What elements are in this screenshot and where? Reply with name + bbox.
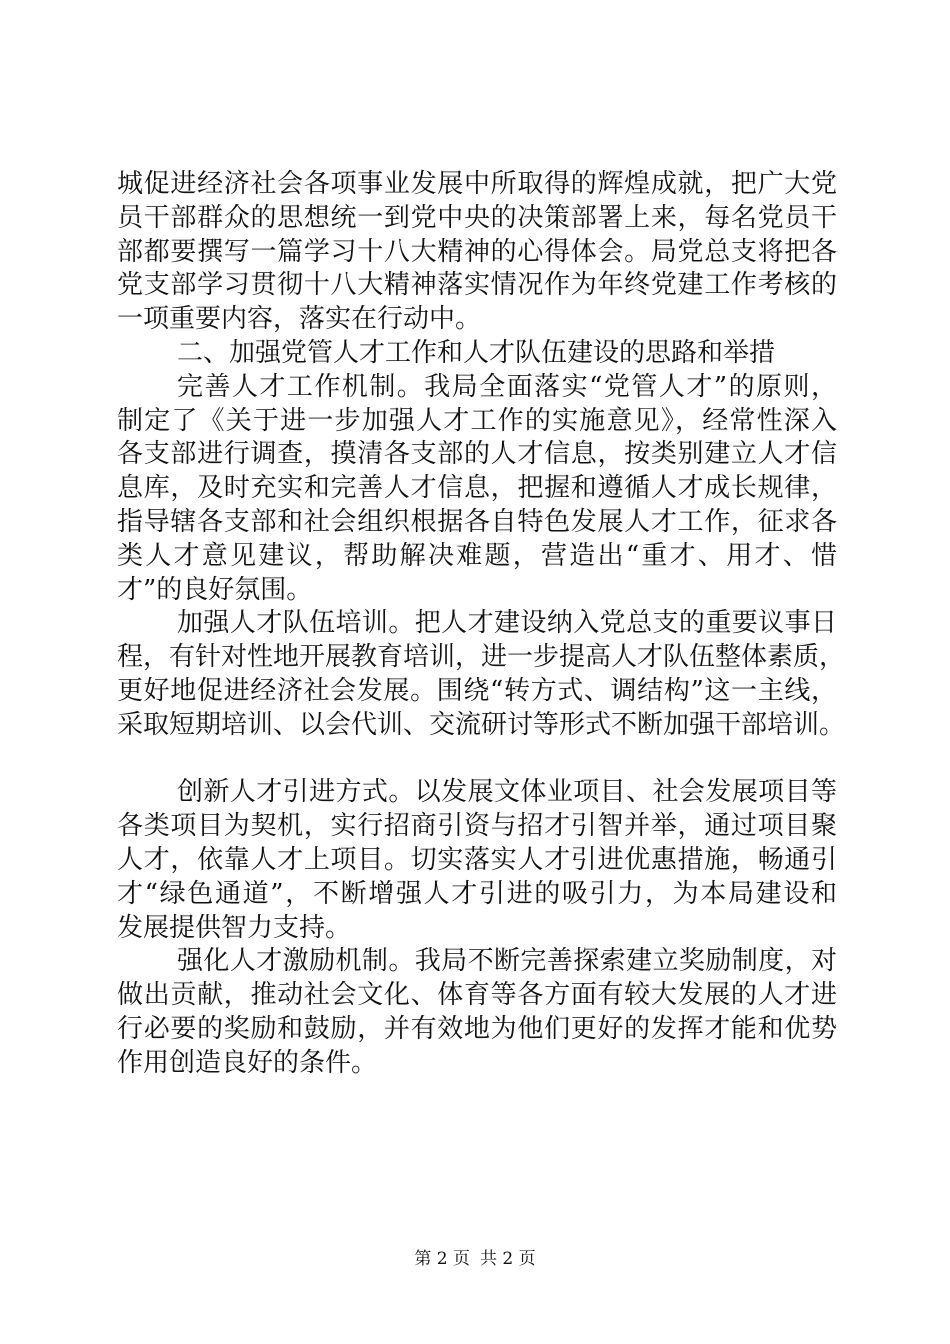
section-heading-text: 二、加强党管人才工作和人才队伍建设的思路和举措 bbox=[177, 337, 776, 368]
text-line: 各支部进行调查，摸清各支部的人才信息，按类别建立人才信 bbox=[117, 439, 837, 470]
text-line: 类人才意见建议，帮助解决难题，营造出“重才、用才、惜 bbox=[117, 540, 837, 571]
text-line: 才”的良好氛围。 bbox=[117, 574, 313, 605]
page-total: 共 2 页 bbox=[480, 1249, 536, 1269]
text-line: 发展提供智力支持。 bbox=[117, 912, 352, 943]
text-line: 息库，及时充实和完善人才信息，把握和遵循人才成长规律， bbox=[117, 473, 837, 504]
text-line: 强化人才激励机制。我局不断完善探索建立奖励制度，对 bbox=[177, 946, 837, 977]
paragraph-talent-introduction bbox=[117, 776, 837, 945]
text-line: 创新人才引进方式。以发展文体业项目、社会发展项目等 bbox=[177, 777, 837, 808]
text-line: 采取短期培训、以会代训、交流研讨等形式不断加强干部培训。 bbox=[117, 709, 846, 740]
text-line: 更好地促进经济社会发展。围绕“转方式、调结构”这一主线， bbox=[117, 675, 837, 706]
text-line: 制定了《关于进一步加强人才工作的实施意见》，经常性深入 bbox=[117, 405, 837, 436]
text-line: 一项重要内容，落实在行动中。 bbox=[117, 304, 482, 335]
paragraph-talent-mechanism bbox=[117, 371, 837, 608]
text-line: 程，有针对性地开展教育培训，进一步提高人才队伍整体素质， bbox=[117, 642, 846, 673]
paragraph-talent-incentive bbox=[117, 945, 837, 1080]
section-heading bbox=[117, 337, 837, 371]
text-line: 才“绿色通道”，不断增强人才引进的吸引力，为本局建设和 bbox=[117, 878, 837, 909]
text-line: 员干部群众的思想统一到党中央的决策部署上来，每名党员干 bbox=[117, 202, 837, 233]
text-line: 城促进经济社会各项事业发展中所取得的辉煌成就，把广大党 bbox=[117, 169, 837, 199]
page-number: 第 2 页 bbox=[414, 1249, 470, 1269]
paragraph-gap bbox=[117, 743, 837, 777]
paragraph-talent-training bbox=[117, 607, 846, 742]
text-line: 加强人才队伍培训。把人才建设纳入党总支的重要议事日 bbox=[177, 608, 837, 639]
text-line: 各类项目为契机，实行招商引资与招才引智并举，通过项目聚 bbox=[117, 811, 837, 842]
text-line: 作用创造良好的条件。 bbox=[117, 1047, 378, 1078]
paragraph-continuation bbox=[117, 168, 837, 337]
text-line: 党支部学习贯彻十八大精神落实情况作为年终党建工作考核的 bbox=[117, 270, 837, 301]
document-body bbox=[117, 168, 846, 1081]
text-line: 做出贡献，推动社会文化、体育等各方面有较大发展的人才进 bbox=[117, 980, 837, 1011]
text-line: 完善人才工作机制。我局全面落实“党管人才”的原则， bbox=[177, 371, 837, 402]
text-line: 部都要撰写一篇学习十八大精神的心得体会。局党总支将把各 bbox=[117, 236, 837, 267]
text-line: 行必要的奖励和鼓励，并有效地为他们更好的发挥才能和优势 bbox=[117, 1013, 837, 1044]
text-line: 人才，依靠人才上项目。切实落实人才引进优惠措施，畅通引 bbox=[117, 844, 837, 875]
page-footer bbox=[0, 1244, 950, 1269]
text-line: 指导辖各支部和社会组织根据各自特色发展人才工作，征求各 bbox=[117, 506, 837, 537]
